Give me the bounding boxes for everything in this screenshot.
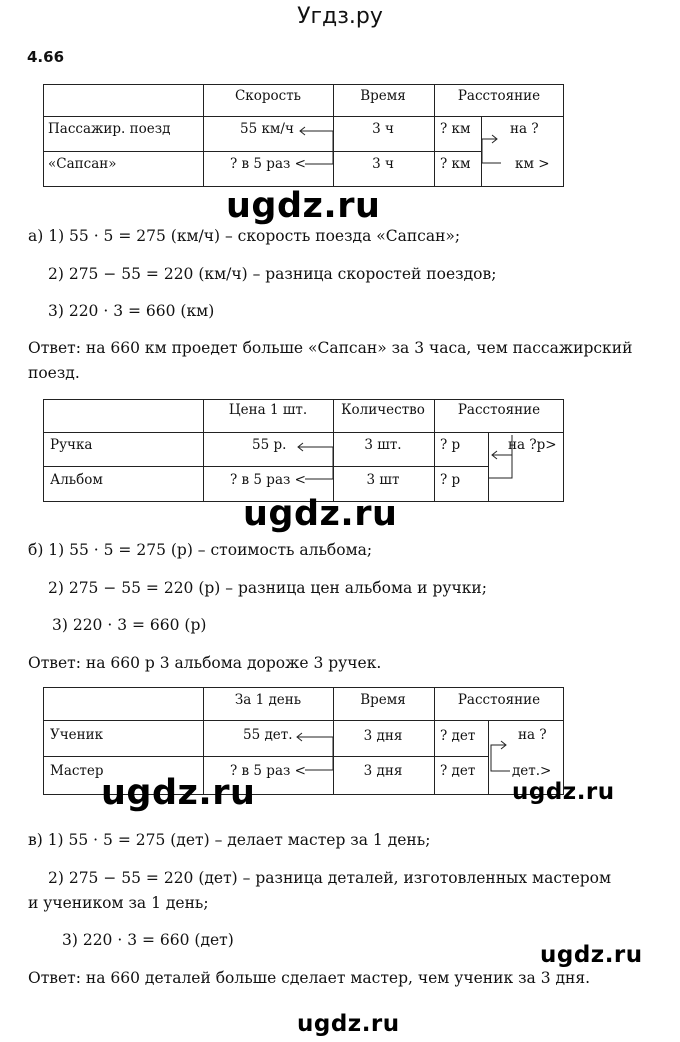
t1-header-1: Скорость xyxy=(234,88,302,104)
t3-header-3: Расстояние xyxy=(457,692,541,708)
site-title: Угдз.ру xyxy=(297,4,383,29)
t1-row1-c3: ? км xyxy=(440,121,471,137)
t1-row2-c2: 3 ч xyxy=(372,156,394,172)
a-answer-line-2: поезд. xyxy=(28,364,80,382)
b-step-3: 3) 220 · 3 = 660 (р) xyxy=(52,616,207,634)
t2-header-2: Количество xyxy=(341,402,425,418)
watermark-1: ugdz.ru xyxy=(226,186,381,226)
t3-note-bottom: дет.> xyxy=(512,763,552,779)
t2-row2-c3: ? р xyxy=(440,472,461,488)
t2-row2-c1: ? в 5 раз < xyxy=(230,472,306,488)
t1-row1-label: Пассажир. поезд xyxy=(48,121,171,137)
t1-header-2: Время xyxy=(360,88,406,104)
t3-row2-label: Мастер xyxy=(50,763,104,779)
t3-header-2: Время xyxy=(360,692,406,708)
t3-row1-label: Ученик xyxy=(50,727,104,743)
a-step-3: 3) 220 · 3 = 660 (км) xyxy=(48,302,215,320)
t1-row1-c1: 55 км/ч xyxy=(240,121,294,137)
c-answer: Ответ: на 660 деталей больше сделает мастер, чем ученик за 3 дня. xyxy=(28,969,591,987)
b-step-2: 2) 275 − 55 = 220 (р) – разница цен альбома и ручки; xyxy=(48,579,487,597)
watermark-5: ugdz.ru xyxy=(540,942,643,968)
c-step-1: в) 1) 55 · 5 = 275 (дет) – делает мастер за 1 день; xyxy=(28,831,431,849)
t2-row1-c2: 3 шт. xyxy=(364,437,402,453)
t2-row1-c1: 55 р. xyxy=(252,437,287,453)
a-step-1: а) 1) 55 · 5 = 275 (км/ч) – скорость поезда «Сапсан»; xyxy=(28,227,461,245)
t3-row2-c3: ? дет xyxy=(440,763,476,779)
t1-row2-label: «Сапсан» xyxy=(48,156,117,172)
watermark-2: ugdz.ru xyxy=(243,494,398,534)
t1-row2-c1: ? в 5 раз < xyxy=(230,156,306,172)
t2-header-3: Расстояние xyxy=(457,402,541,418)
t1-row1-c2: 3 ч xyxy=(372,121,394,137)
problem-number: 4.66 xyxy=(27,48,65,66)
watermark-4: ugdz.ru xyxy=(512,779,615,805)
t3-row1-c3: ? дет xyxy=(440,728,476,744)
c-step-2-line-1: 2) 275 − 55 = 220 (дет) – разница деталей, изготовленных мастером xyxy=(48,869,612,887)
t2-row2-label: Альбом xyxy=(50,472,103,488)
t1-note-bottom: км > xyxy=(515,156,550,172)
c-step-2-line-2: и учеником за 1 день; xyxy=(28,894,209,912)
t3-row1-c2: 3 дня xyxy=(363,728,403,744)
t2-row1-c3: ? р xyxy=(440,437,461,453)
a-answer-line-1: Ответ: на 660 км проедет больше «Сапсан» за 3 часа, чем пассажирский xyxy=(28,339,633,357)
t2-note-top: на ?р> xyxy=(508,437,557,453)
t1-row2-c3: ? км xyxy=(440,156,471,172)
watermark-3: ugdz.ru xyxy=(101,773,256,813)
t3-note-top: на ? xyxy=(518,727,547,743)
t3-row1-c1: 55 дет. xyxy=(243,727,293,743)
t1-header-3: Расстояние xyxy=(457,88,541,104)
t2-row1-label: Ручка xyxy=(50,437,93,453)
watermark-6: ugdz.ru xyxy=(297,1011,400,1037)
a-step-2: 2) 275 − 55 = 220 (км/ч) – разница скоростей поездов; xyxy=(48,265,497,283)
b-answer: Ответ: на 660 р 3 альбома дороже 3 ручек. xyxy=(28,654,382,672)
b-step-1: б) 1) 55 · 5 = 275 (р) – стоимость альбома; xyxy=(28,541,373,559)
t3-row2-c2: 3 дня xyxy=(363,763,403,779)
t1-note-top: на ? xyxy=(510,121,539,137)
t3-header-1: За 1 день xyxy=(234,692,302,708)
t2-header-1: Цена 1 шт. xyxy=(228,402,308,418)
t2-row2-c2: 3 шт xyxy=(366,472,400,488)
t3-row2-c1: ? в 5 раз < xyxy=(230,763,306,779)
c-step-3: 3) 220 · 3 = 660 (дет) xyxy=(62,931,234,949)
